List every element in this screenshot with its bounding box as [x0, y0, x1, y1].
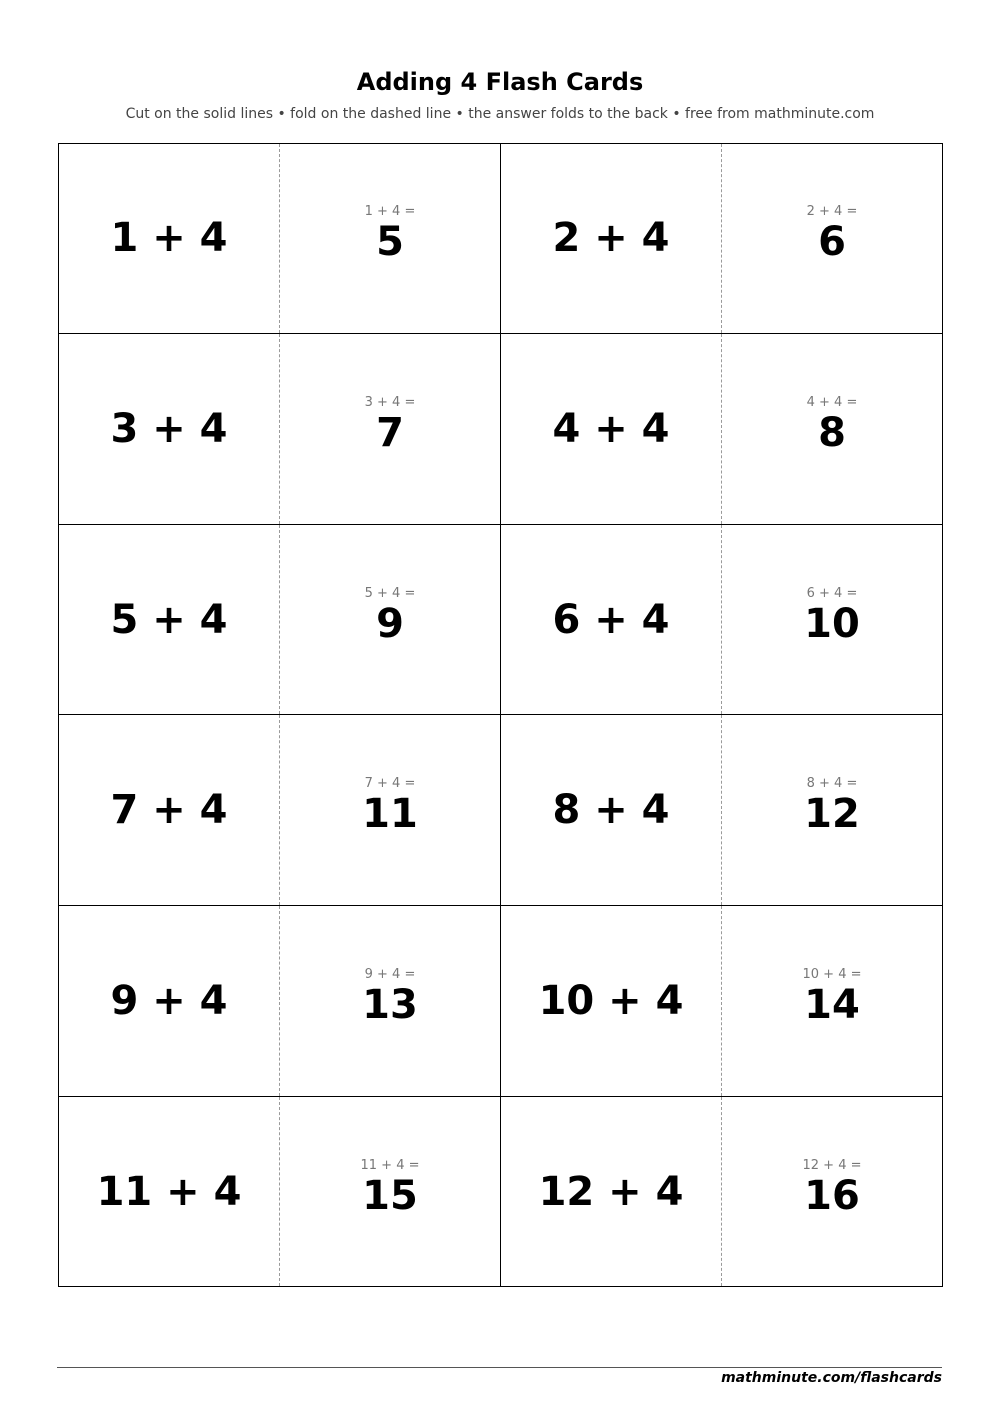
card-back-answer: 12 [804, 791, 860, 838]
card-front-problem: 4 + 4 [552, 405, 670, 452]
flash-card [500, 524, 943, 716]
flash-card [58, 143, 501, 335]
card-back-hint: 11 + 4 = [360, 1157, 420, 1173]
flash-card [500, 1096, 943, 1288]
flash-card [58, 524, 501, 716]
card-back-hint: 6 + 4 = [806, 585, 858, 601]
card-back-hint: 3 + 4 = [364, 394, 416, 410]
flash-card [58, 333, 501, 525]
flash-card [58, 1096, 501, 1288]
card-front-problem: 8 + 4 [552, 787, 670, 834]
card-back [722, 715, 943, 905]
card-back-answer: 11 [362, 791, 418, 838]
flash-card [500, 143, 943, 335]
card-back [280, 715, 501, 905]
card-back-answer: 10 [804, 600, 860, 647]
card-back [280, 1097, 501, 1287]
flash-card [58, 714, 501, 906]
card-back [280, 144, 501, 334]
flash-card [500, 333, 943, 525]
card-back-hint: 4 + 4 = [806, 394, 858, 410]
card-front-problem: 1 + 4 [110, 215, 228, 262]
card-front-problem: 10 + 4 [538, 977, 684, 1024]
card-back-answer: 9 [376, 600, 404, 647]
card-back [280, 334, 501, 524]
flash-card [500, 714, 943, 906]
card-back-hint: 7 + 4 = [364, 776, 416, 792]
card-back-answer: 14 [804, 981, 860, 1028]
card-back-hint: 9 + 4 = [364, 966, 416, 982]
card-back-hint: 12 + 4 = [802, 1157, 862, 1173]
card-front-problem: 5 + 4 [110, 596, 228, 643]
card-front-problem: 6 + 4 [552, 596, 670, 643]
card-back [722, 1097, 943, 1287]
card-back-hint: 8 + 4 = [806, 776, 858, 792]
footer-url: mathminute.com/flashcards [721, 1370, 942, 1386]
card-back-answer: 8 [818, 409, 846, 456]
card-back [280, 525, 501, 715]
flash-card [58, 905, 501, 1097]
card-back-answer: 5 [376, 219, 404, 266]
card-back [722, 144, 943, 334]
card-back-answer: 6 [818, 219, 846, 266]
page-title: Adding 4 Flash Cards [356, 68, 644, 96]
card-back [722, 334, 943, 524]
card-back [722, 525, 943, 715]
card-back-hint: 1 + 4 = [364, 204, 416, 220]
card-back-hint: 10 + 4 = [802, 966, 862, 982]
card-back-answer: 15 [362, 1172, 418, 1219]
card-front-problem: 9 + 4 [110, 977, 228, 1024]
card-back [722, 906, 943, 1096]
flash-card-grid [58, 143, 942, 1287]
card-back [280, 906, 501, 1096]
card-back-answer: 7 [376, 409, 404, 456]
card-front-problem: 7 + 4 [110, 787, 228, 834]
card-front-problem: 12 + 4 [538, 1168, 684, 1215]
card-back-answer: 16 [804, 1172, 860, 1219]
page-subtitle: Cut on the solid lines • fold on the dashed line • the answer folds to the back • free from mathminute.com [125, 106, 875, 122]
flash-card [500, 905, 943, 1097]
card-front-problem: 2 + 4 [552, 215, 670, 262]
card-back-hint: 5 + 4 = [364, 585, 416, 601]
card-back-answer: 13 [362, 981, 418, 1028]
card-front-problem: 11 + 4 [96, 1168, 242, 1215]
card-front-problem: 3 + 4 [110, 405, 228, 452]
card-back-hint: 2 + 4 = [806, 204, 858, 220]
